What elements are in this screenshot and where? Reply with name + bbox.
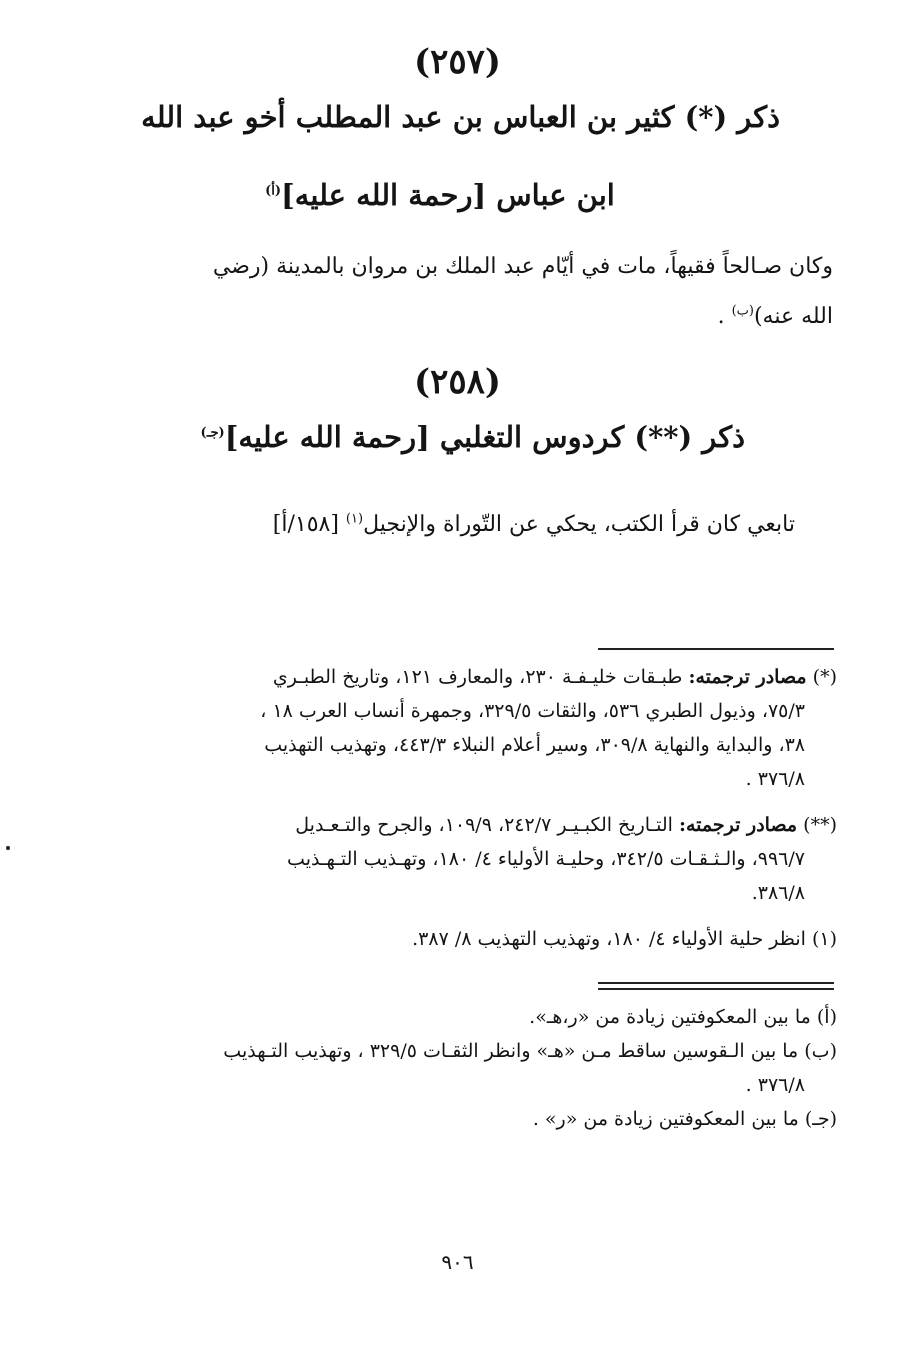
footnote-star-text1: طبـقات خليـفـة ٢٣٠، والمعارف ١٢١، وتاريخ الطبـري <box>272 666 683 688</box>
variant-note-b-line1: (ب) ما بين الـقوسين ساقط مـن «هـ» وانظر الثقـات ٣٢٩/٥ ، وتهذيب التـهذيب <box>223 1040 837 1062</box>
entry-257-title-line2 <box>230 178 650 212</box>
variant-note-c: (جـ) ما بين المعكوفتين زيادة من «ر» . <box>532 1108 837 1130</box>
entry-258-title-text: ذكر (**) كردوس التغلبي [رحمة الله عليه] <box>224 420 745 454</box>
entry-257-body <box>118 242 833 342</box>
footnote-star-line2: ٧٥/٣، وذيول الطبري ٥٣٦، والثقات ٣٢٩/٥، وجمهرة أنساب العرب ١٨ ، <box>260 700 805 722</box>
footnote-star-line4: ٣٧٦/٨ . <box>745 768 805 790</box>
footnote-1-line <box>127 922 837 956</box>
footnote-double-star-line3: ٣٨٦/٨. <box>751 882 805 904</box>
entry-257-title-line2-text: ابن عباس [رحمة الله عليه] <box>281 178 615 212</box>
footnote-1-text: انظر حلية الأولياء ٤/ ١٨٠، وتهذيب التهذيب ٨/ ٣٨٧. <box>412 928 806 950</box>
footnote-double-star-text1: التـاريخ الكبـيـر ٢٤٢/٧، ١٠٩/٩، والجرح والتـعـديل <box>295 814 673 836</box>
variant-notes-separator-top <box>598 982 834 984</box>
entry-258-title <box>165 420 745 454</box>
entry-257-body-line2-end: . <box>717 304 725 329</box>
entry-258-title-note-ref: (جـ) <box>200 425 225 441</box>
entry-257-title-note-ref: (أ) <box>265 183 282 199</box>
entry-257-number: (٢٥٧) <box>414 42 501 82</box>
scan-mark <box>6 846 10 850</box>
entry-258-body <box>185 500 795 550</box>
footnote-star-line3: ٣٨، والبداية والنهاية ٣٠٩/٨، وسير أعلام النبلاء ٤٤٣/٣، وتهذيب التهذيب <box>264 734 805 756</box>
variant-note-a: (أ) ما بين المعكوفتين زيادة من «ر،هـ». <box>529 1006 837 1028</box>
footnote-double-star <box>127 808 837 910</box>
entry-257-body-line2-text: الله عنه) <box>753 304 833 329</box>
footnote-separator <box>598 648 834 650</box>
entry-257-body-note-ref: (ب) <box>731 303 754 319</box>
entry-257-title-line1: ذكر (*) كثير بن العباس بن عبد المطلب أخو عبد الله <box>141 100 780 134</box>
entry-258-body-line <box>185 500 795 550</box>
variant-notes-separator-bottom <box>598 988 834 990</box>
entry-258-body-note-ref: (١) <box>345 511 364 527</box>
entry-257-body-line1: وكان صـالحاً فقيهاً، مات في أيّام عبد الملك بن مروان بالمدينة (رضي <box>212 254 833 279</box>
variant-notes <box>127 1000 837 1136</box>
entry-258-folio-ref: [١٥٨/أ] <box>272 512 339 537</box>
entry-257-body-line2 <box>118 292 833 342</box>
footnote-star <box>127 660 837 796</box>
footnote-double-star-line2: ٩٩٦/٧، والـثـقـات ٣٤٢/٥، وحليـة الأولياء ٤/ ١٨٠، وتهـذيب التـهـذيب <box>287 848 805 870</box>
footnote-double-star-marker: (**) <box>803 814 837 836</box>
footnote-star-label: مصادر ترجمته: <box>688 666 807 688</box>
entry-258-number: (٢٥٨) <box>414 362 501 402</box>
footnote-double-star-label: مصادر ترجمته: <box>678 814 798 836</box>
footnote-star-line1 <box>127 660 837 694</box>
footnote-1 <box>127 922 837 956</box>
footnote-1-marker: (١) <box>811 928 837 950</box>
footnote-double-star-line1 <box>127 808 837 842</box>
entry-258-body-text: تابعي كان قرأ الكتب، يحكي عن التّوراة والإنجيل <box>363 512 795 537</box>
variant-note-b-line2: ٣٧٦/٨ . <box>745 1074 805 1096</box>
footnote-star-marker: (*) <box>812 666 837 688</box>
page-number: ٩٠٦ <box>441 1250 474 1274</box>
